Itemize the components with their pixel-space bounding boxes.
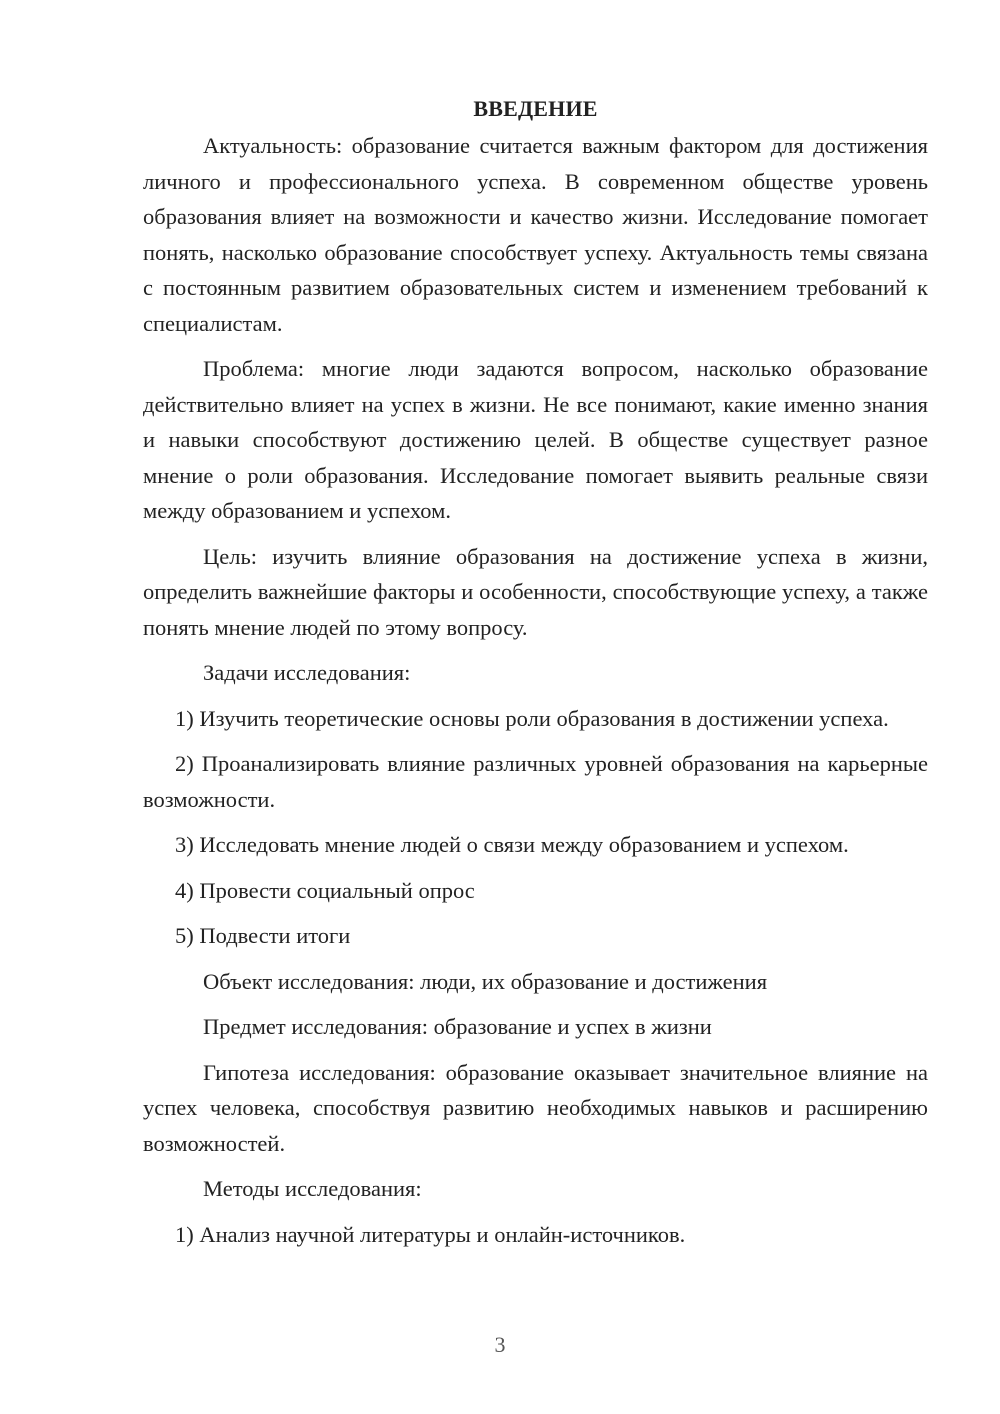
method-item: 1) Анализ научной литературы и онлайн-источников.	[175, 1221, 686, 1247]
page-number: 3	[494, 1332, 506, 1357]
hypothesis-paragraph: Гипотеза исследования: образование оказывает значительное влияние на успех человека, способствуя развитию необходимых навыков и расширению возможностей.	[143, 1059, 928, 1156]
task-item: 4) Провести социальный опрос	[175, 877, 475, 903]
page-content	[143, 94, 928, 1262]
task-item: 2) Проанализировать влияние различных уровней образования на карьерные возможности.	[143, 751, 928, 812]
task-item: 3) Исследовать мнение людей о связи между образованием и успехом.	[175, 832, 849, 857]
research-object: Объект исследования: люди, их образование и достижения	[203, 968, 768, 994]
task-item: 5) Подвести итоги	[175, 923, 351, 948]
problem-paragraph: Проблема: многие люди задаются вопросом, насколько образование действительно влияет на успех в жизни. Не все понимают, какие именно знания и навыки способствуют достижению целей. В обществе существует разное мнение о роли образования. Исследование помогает выявить реальные связи между образованием и успехом.	[143, 356, 928, 523]
methods-title: Методы исследования:	[203, 1176, 422, 1201]
section-heading: ВВЕДЕНИЕ	[473, 96, 598, 121]
tasks-title: Задачи исследования:	[203, 660, 411, 685]
research-subject: Предмет исследования: образование и успех в жизни	[203, 1014, 712, 1039]
task-item: 1) Изучить теоретические основы роли образования в достижении успеха.	[175, 705, 889, 731]
goal-paragraph: Цель: изучить влияние образования на достижение успеха в жизни, определить важнейшие факторы и особенности, способствующие успеху, а также понять мнение людей по этому вопросу.	[143, 543, 928, 640]
relevance-paragraph: Актуальность: образование считается важным фактором для достижения личного и профессионального успеха. В современном обществе уровень образования влияет на возможности и качество жизни. Исследование помогает понять, насколько образование способствует успеху. Актуальность темы связана с постоянным развитием образовательных систем и изменением требований к специалистам.	[143, 133, 928, 336]
